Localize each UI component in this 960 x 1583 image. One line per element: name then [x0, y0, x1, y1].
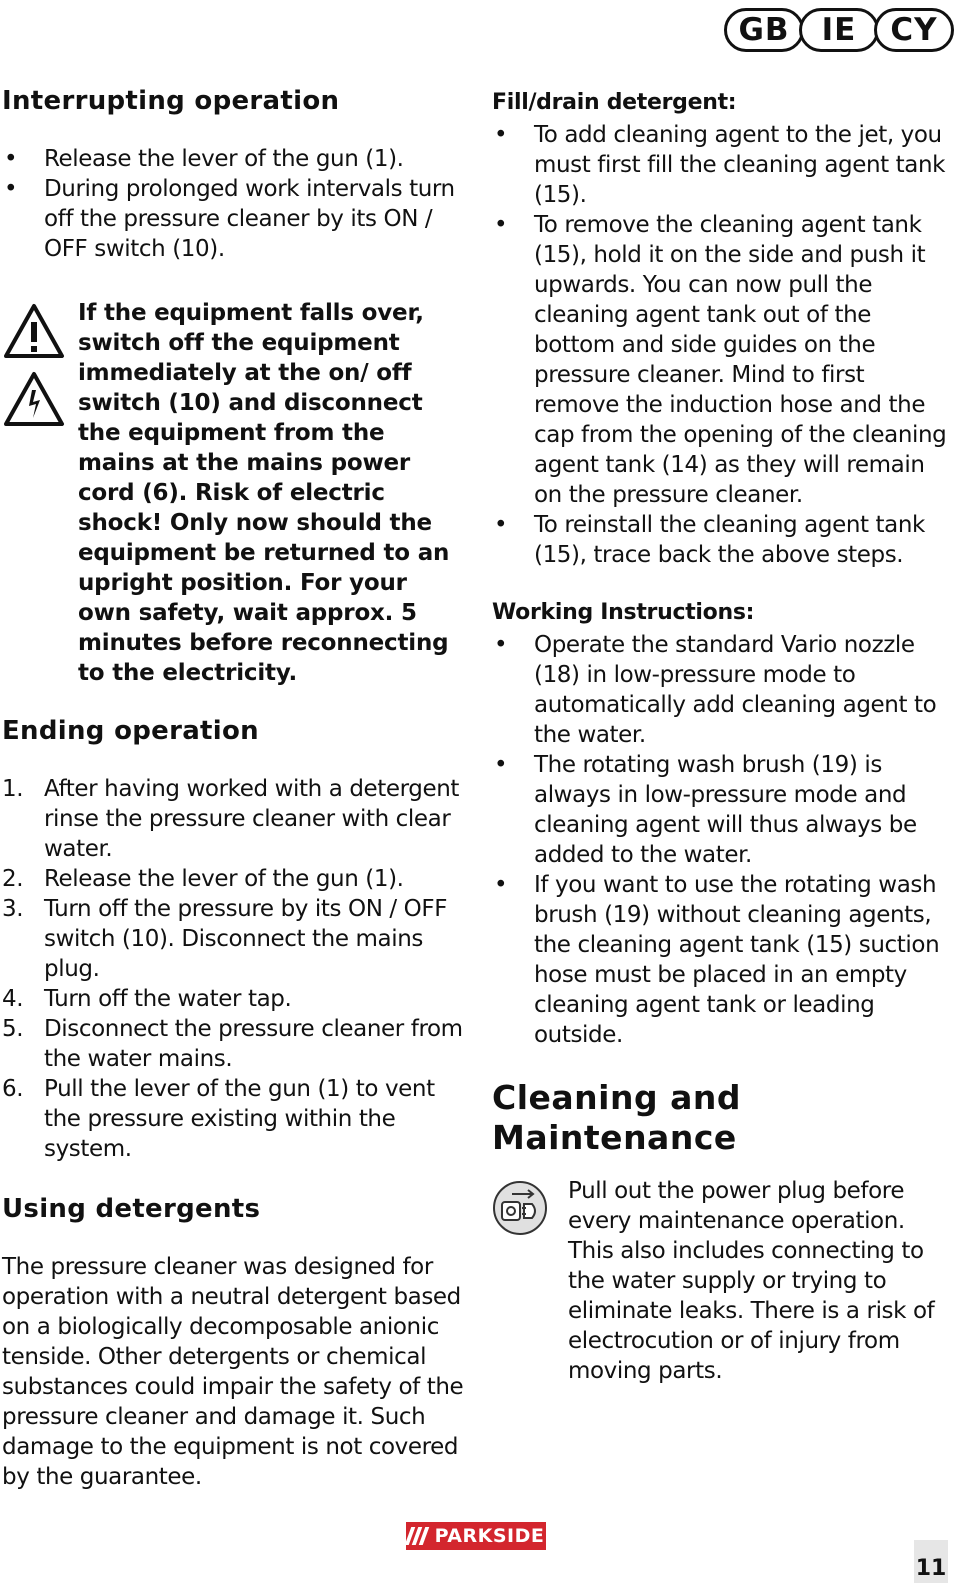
detergents-heading: Using detergents — [2, 1194, 261, 1224]
list-item: 6. Pull the lever of the gun (1) to vent the pressure existing within the system. — [2, 1076, 435, 1162]
language-badge-ie: IE — [799, 8, 879, 52]
warning-text: If the equipment falls over, switch off the equipment immediately at the on/ off switch (10) and disconnect the equipment from the mains at the mains power cord (6). Risk of electric shock! Only now should the equipment be returned to an upright position. For your own safety, wait approx. 5 minutes before reconnecting to the electricity. — [78, 300, 450, 686]
ending-steps — [2, 774, 464, 1164]
list-item: 5. Disconnect the pressure cleaner from the water mains. — [2, 1016, 463, 1072]
list-item: • Release the lever of the gun (1). — [4, 146, 404, 172]
fill-drain-list — [492, 120, 954, 570]
list-item: • To add cleaning agent to the jet, you must first fill the cleaning agent tank (15). — [494, 122, 946, 208]
list-item: • To remove the cleaning agent tank (15), hold it on the side and push it upwards. You can now pull the cleaning agent tank out of the bottom and side guides on the pressure cleaner. Mind to first remove the induction hose and the cap from the opening of the cleaning agent tank (14) as they will remain on the pressure cleaner. — [494, 212, 947, 508]
list-item: 4. Turn off the water tap. — [2, 986, 292, 1012]
parkside-logo: PARKSIDE — [406, 1522, 546, 1550]
list-item: 1. After having worked with a detergent rinse the pressure cleaner with clear water. — [2, 776, 460, 862]
working-instructions-heading: Working Instructions: — [492, 600, 755, 625]
cleaning-maintenance-heading: Cleaning and Maintenance — [492, 1078, 741, 1157]
page-number: 11 — [914, 1540, 948, 1583]
language-badges — [729, 8, 954, 52]
list-item: 2. Release the lever of the gun (1). — [2, 866, 404, 892]
detergents-text: The pressure cleaner was designed for operation with a neutral detergent based on a biologically decomposable anionic tenside. Other detergents or chemical substances could impair the safety of the pressure cleaner and damage it. Such damage to the equipment is not covered by the guarantee. — [2, 1254, 464, 1490]
warning-block — [2, 298, 464, 688]
working-instructions-list — [492, 630, 954, 1050]
list-item: • Operate the standard Vario nozzle (18) in low-pressure mode to automatically add cleaning agent to the water. — [494, 632, 937, 748]
electric-shock-icon — [2, 370, 66, 428]
warning-icons — [2, 298, 78, 688]
right-column — [492, 88, 954, 1386]
ending-heading: Ending operation — [2, 716, 259, 746]
list-item: • To reinstall the cleaning agent tank (15), trace back the above steps. — [494, 512, 925, 568]
list-item: 3. Turn off the pressure by its ON / OFF switch (10). Disconnect the mains plug. — [2, 896, 448, 982]
language-badge-gb: GB — [724, 8, 804, 52]
interrupting-list — [2, 144, 464, 264]
list-item: • The rotating wash brush (19) is always in low-pressure mode and cleaning agent will thus always be added to the water. — [494, 752, 917, 868]
unplug-icon — [492, 1180, 548, 1236]
left-column — [2, 84, 464, 1492]
warning-triangle-icon — [2, 302, 66, 360]
unplug-note-text: Pull out the power plug before every maintenance operation. This also includes connecting to the water supply or trying to eliminate leaks. There is a risk of electrocution or of injury from moving parts. — [568, 1178, 935, 1384]
unplug-note — [492, 1176, 954, 1386]
list-item: • If you want to use the rotating wash brush (19) without cleaning agents, the cleaning agent tank (15) suction hose must be placed in an empty cleaning agent tank or leading outside. — [494, 872, 940, 1048]
fill-drain-heading: Fill/drain detergent: — [492, 90, 737, 115]
list-item: • During prolonged work intervals turn off the pressure cleaner by its ON / OFF switch (10). — [4, 176, 455, 262]
interrupting-heading: Interrupting operation — [2, 86, 340, 116]
language-badge-cy: CY — [874, 8, 954, 52]
